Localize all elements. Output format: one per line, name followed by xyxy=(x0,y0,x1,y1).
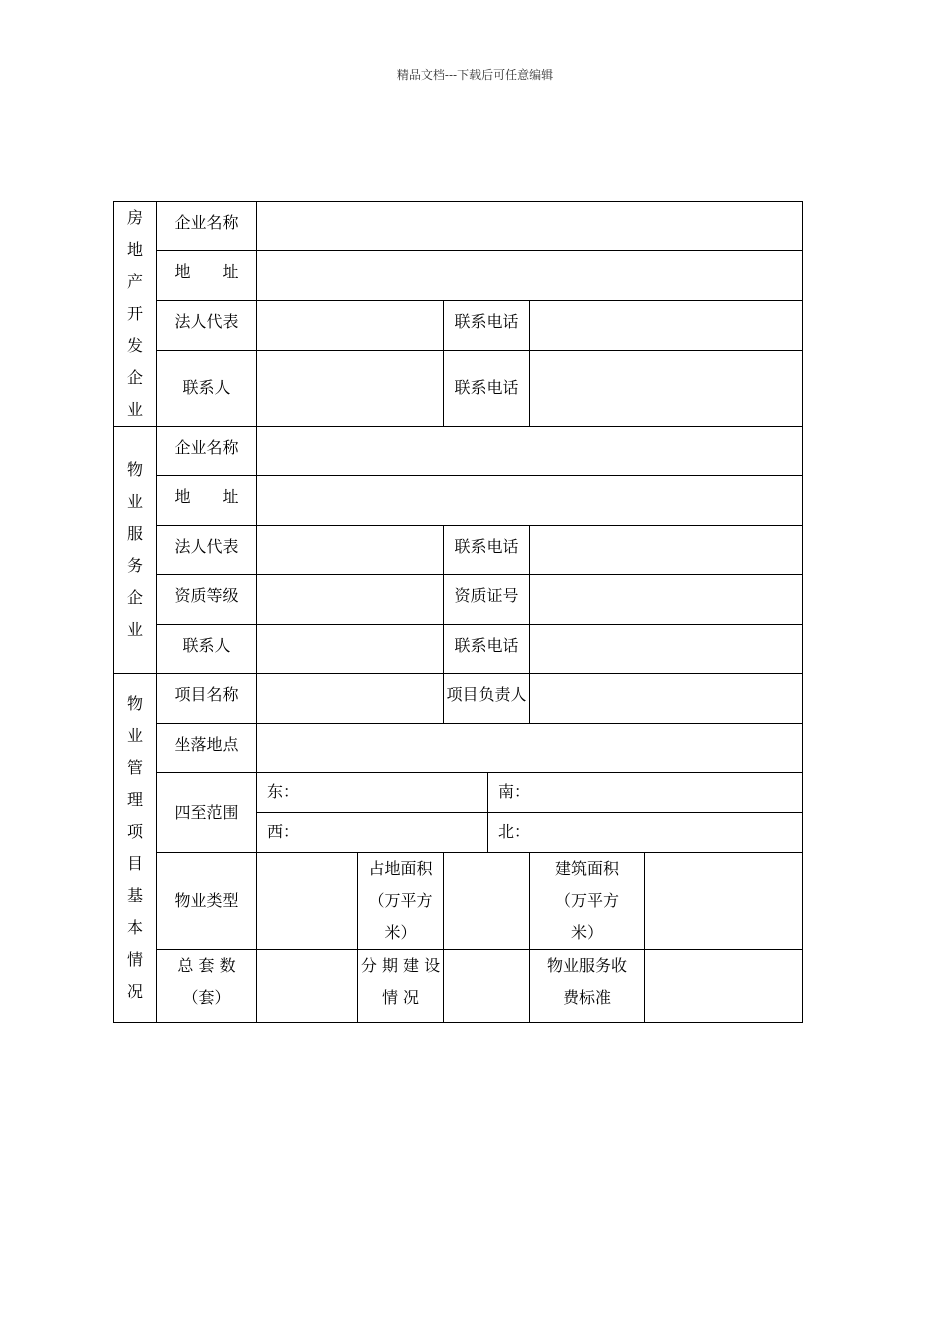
developer-contact-field[interactable] xyxy=(257,350,444,426)
developer-row-company xyxy=(114,202,803,251)
service-row-contact xyxy=(114,625,803,674)
project-location-field[interactable] xyxy=(257,724,803,773)
building-area-label: 建筑面积 （万平方 米） xyxy=(530,853,645,950)
property-type-label: 物业类型 xyxy=(157,853,257,950)
page-header: 精品文档---下载后可任意编辑 xyxy=(396,68,554,82)
service-fee-label: 物业服务收 费标准 xyxy=(530,950,645,1023)
developer-row-contact xyxy=(114,350,803,426)
service-row-qualification xyxy=(114,575,803,625)
service-legal-rep-field[interactable] xyxy=(257,526,444,575)
phased-construction-label: 分 期 建 设 情 况 xyxy=(358,950,444,1023)
service-address-field[interactable] xyxy=(257,476,803,526)
service-qualification-cert-label: 资质证号 xyxy=(444,575,530,625)
developer-address-label: 地 址 xyxy=(157,251,257,301)
developer-address-field[interactable] xyxy=(257,251,803,301)
developer-phone1-field[interactable] xyxy=(530,301,803,350)
service-fee-field[interactable] xyxy=(645,950,803,1023)
service-legal-rep-label: 法人代表 xyxy=(157,526,257,575)
project-row-boundary-1 xyxy=(114,773,803,813)
boundary-south-field[interactable]: 南： xyxy=(488,773,803,813)
service-phone2-label: 联系电话 xyxy=(444,625,530,674)
project-row-units xyxy=(114,950,803,1023)
project-boundaries-label: 四至范围 xyxy=(157,773,257,853)
service-phone1-field[interactable] xyxy=(530,526,803,575)
service-contact-field[interactable] xyxy=(257,625,444,674)
project-row-location xyxy=(114,724,803,773)
developer-phone2-label: 联系电话 xyxy=(444,350,530,426)
developer-phone2-field[interactable] xyxy=(530,350,803,426)
property-type-field[interactable] xyxy=(257,853,358,950)
project-leader-field[interactable] xyxy=(530,674,803,724)
service-row-legal xyxy=(114,526,803,575)
land-area-label: 占地面积 （万平方 米） xyxy=(358,853,444,950)
developer-company-name-field[interactable] xyxy=(257,202,803,251)
total-units-field[interactable] xyxy=(257,950,358,1023)
total-units-label: 总 套 数 （套） xyxy=(157,950,257,1023)
registration-form-table xyxy=(113,201,803,1023)
service-company-name-field[interactable] xyxy=(257,427,803,476)
service-address-label: 地 址 xyxy=(157,476,257,526)
developer-legal-rep-field[interactable] xyxy=(257,301,444,350)
developer-row-legal xyxy=(114,301,803,350)
project-location-label: 坐落地点 xyxy=(157,724,257,773)
service-phone2-field[interactable] xyxy=(530,625,803,674)
land-area-field[interactable] xyxy=(444,853,530,950)
phased-construction-field[interactable] xyxy=(444,950,530,1023)
project-leader-label: 项目负责人 xyxy=(444,674,530,724)
project-row-area xyxy=(114,853,803,950)
project-row-name xyxy=(114,674,803,724)
developer-phone1-label: 联系电话 xyxy=(444,301,530,350)
boundary-west-field[interactable]: 西： xyxy=(257,813,488,853)
building-area-field[interactable] xyxy=(645,853,803,950)
service-contact-label: 联系人 xyxy=(157,625,257,674)
service-qualification-level-label: 资质等级 xyxy=(157,575,257,625)
boundary-north-field[interactable]: 北： xyxy=(488,813,803,853)
service-section-title: 物业服务企业 xyxy=(114,427,157,674)
project-name-field[interactable] xyxy=(257,674,444,724)
service-row-address xyxy=(114,476,803,526)
service-company-name-label: 企业名称 xyxy=(157,427,257,476)
developer-legal-rep-label: 法人代表 xyxy=(157,301,257,350)
developer-contact-label: 联系人 xyxy=(157,350,257,426)
project-section-title: 物业管理项目基本情况 xyxy=(114,674,157,1023)
boundary-east-field[interactable]: 东： xyxy=(257,773,488,813)
developer-section-title: 房地产开发企业 xyxy=(114,202,157,427)
service-qualification-cert-field[interactable] xyxy=(530,575,803,625)
developer-row-address xyxy=(114,251,803,301)
service-phone1-label: 联系电话 xyxy=(444,526,530,575)
project-name-label: 项目名称 xyxy=(157,674,257,724)
service-qualification-level-field[interactable] xyxy=(257,575,444,625)
developer-company-name-label: 企业名称 xyxy=(157,202,257,251)
service-row-company xyxy=(114,427,803,476)
